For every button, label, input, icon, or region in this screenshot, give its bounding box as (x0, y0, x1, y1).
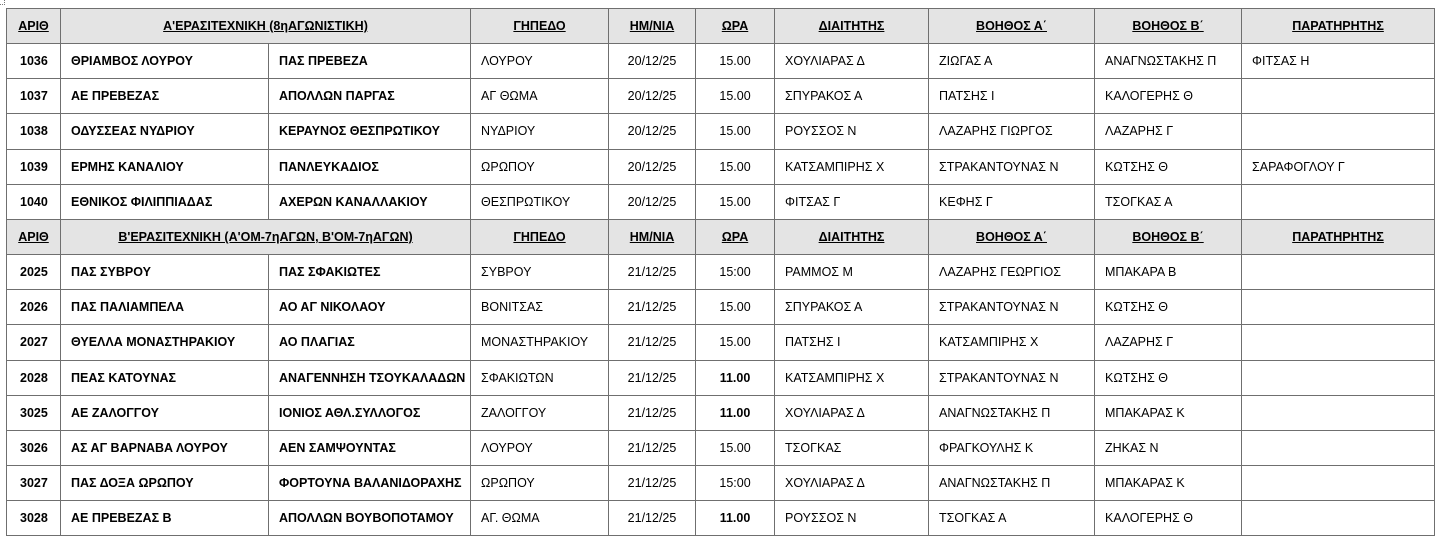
field-name: ΜΟΝΑΣΤΗΡΑΚΙΟΥ (471, 325, 609, 360)
home-team: ΠΕΑΣ ΚΑΤΟΥΝΑΣ (61, 360, 269, 395)
assistant-a-name: ΦΡΑΓΚΟΥΛΗΣ Κ (929, 430, 1095, 465)
assistant-a-name: ΣΤΡΑΚΑΝΤΟΥΝΑΣ Ν (929, 360, 1095, 395)
field-name: ΘΕΣΠΡΩΤΙΚΟΥ (471, 184, 609, 219)
field-name: ΛΟΥΡΟΥ (471, 44, 609, 79)
assistant-b-name: ΛΑΖΑΡΗΣ Γ (1095, 325, 1242, 360)
assistant-a-name: ΑΝΑΓΝΩΣΤΑΚΗΣ Π (929, 395, 1095, 430)
match-date: 20/12/25 (609, 149, 696, 184)
referee-name: ΣΠΥΡΑΚΟΣ Α (775, 290, 929, 325)
assistant-b-name: ΚΩΤΣΗΣ Θ (1095, 290, 1242, 325)
match-number: 1038 (7, 114, 61, 149)
match-time: 15.00 (696, 149, 775, 184)
observer-name (1242, 114, 1435, 149)
assistant-a-name: ΖΙΩΓΑΣ Α (929, 44, 1095, 79)
match-number: 2026 (7, 290, 61, 325)
away-team: ΠΑΣ ΣΦΑΚΙΩΤΕΣ (269, 254, 471, 289)
observer-name (1242, 501, 1435, 536)
assistant-b-name: ΜΠΑΚΑΡΑΣ Κ (1095, 395, 1242, 430)
header-number: ΑΡΙΘ (7, 9, 61, 44)
match-date: 21/12/25 (609, 290, 696, 325)
header-time: ΩΡΑ (696, 9, 775, 44)
match-number: 3028 (7, 501, 61, 536)
match-date: 21/12/25 (609, 360, 696, 395)
referee-name: ΧΟΥΛΙΑΡΑΣ Δ (775, 44, 929, 79)
header-date: ΗΜ/ΝΙΑ (609, 9, 696, 44)
match-row (7, 430, 1435, 465)
match-row (7, 290, 1435, 325)
header-assistant-b: ΒΟΗΘΟΣ Β΄ (1095, 9, 1242, 44)
match-date: 21/12/25 (609, 395, 696, 430)
home-team: ΑΕ ΠΡΕΒΕΖΑΣ (61, 79, 269, 114)
observer-name (1242, 325, 1435, 360)
match-time: 11.00 (696, 501, 775, 536)
header-field: ΓΗΠΕΔΟ (471, 9, 609, 44)
match-number: 3025 (7, 395, 61, 430)
section-header-row (7, 219, 1435, 254)
match-date: 21/12/25 (609, 501, 696, 536)
section-header-row (7, 9, 1435, 44)
referee-name: ΧΟΥΛΙΑΡΑΣ Δ (775, 395, 929, 430)
match-time: 15.00 (696, 325, 775, 360)
header-observer: ΠΑΡΑΤΗΡΗΤΗΣ (1242, 9, 1435, 44)
referee-name: ΧΟΥΛΙΑΡΑΣ Δ (775, 466, 929, 501)
home-team: ΠΑΣ ΣΥΒΡΟΥ (61, 254, 269, 289)
assistant-b-name: ΖΗΚΑΣ Ν (1095, 430, 1242, 465)
match-time: 15.00 (696, 44, 775, 79)
referee-name: ΡΟΥΣΣΟΣ Ν (775, 501, 929, 536)
match-row (7, 325, 1435, 360)
referee-name: ΡΟΥΣΣΟΣ Ν (775, 114, 929, 149)
observer-name (1242, 290, 1435, 325)
referee-name: ΠΑΤΣΗΣ Ι (775, 325, 929, 360)
home-team: ΕΡΜΗΣ ΚΑΝΑΛΙΟΥ (61, 149, 269, 184)
assistant-a-name: ΚΕΦΗΣ Γ (929, 184, 1095, 219)
match-date: 20/12/25 (609, 114, 696, 149)
field-name: ΛΟΥΡΟΥ (471, 430, 609, 465)
header-number: ΑΡΙΘ (7, 219, 61, 254)
match-date: 21/12/25 (609, 466, 696, 501)
match-time: 11.00 (696, 360, 775, 395)
referee-name: ΤΣΟΓΚΑΣ (775, 430, 929, 465)
header-referee: ΔΙΑΙΤΗΤΗΣ (775, 9, 929, 44)
header-division-title: Β'ΕΡΑΣΙΤΕΧΝΙΚΗ (Α'ΟΜ-7ηΑΓΩΝ, Β'ΟΜ-7ηΑΓΩΝ) (61, 219, 471, 254)
observer-name (1242, 79, 1435, 114)
match-date: 21/12/25 (609, 325, 696, 360)
referee-name: ΦΙΤΣΑΣ Γ (775, 184, 929, 219)
match-row (7, 114, 1435, 149)
field-name: ΑΓ. ΘΩΜΑ (471, 501, 609, 536)
match-row (7, 395, 1435, 430)
match-time: 15.00 (696, 290, 775, 325)
assistant-b-name: ΚΑΛΟΓΕΡΗΣ Θ (1095, 79, 1242, 114)
match-number: 3026 (7, 430, 61, 465)
home-team: ΕΘΝΙΚΟΣ ΦΙΛΙΠΠΙΑΔΑΣ (61, 184, 269, 219)
observer-name (1242, 360, 1435, 395)
observer-name: ΦΙΤΣΑΣ Η (1242, 44, 1435, 79)
match-row (7, 44, 1435, 79)
assistant-a-name: ΛΑΖΑΡΗΣ ΓΕΩΡΓΙΟΣ (929, 254, 1095, 289)
match-number: 1036 (7, 44, 61, 79)
header-referee: ΔΙΑΙΤΗΤΗΣ (775, 219, 929, 254)
home-team: ΘΥΕΛΛΑ ΜΟΝΑΣΤΗΡΑΚΙΟΥ (61, 325, 269, 360)
assistant-a-name: ΣΤΡΑΚΑΝΤΟΥΝΑΣ Ν (929, 149, 1095, 184)
match-time: 15.00 (696, 114, 775, 149)
away-team: ΦΟΡΤΟΥΝΑ ΒΑΛΑΝΙΔΟΡΑΧΗΣ (269, 466, 471, 501)
home-team: ΑΕ ΠΡΕΒΕΖΑΣ Β (61, 501, 269, 536)
field-name: ΖΑΛΟΓΓΟΥ (471, 395, 609, 430)
away-team: ΑΠΟΛΛΩΝ ΠΑΡΓΑΣ (269, 79, 471, 114)
match-row (7, 254, 1435, 289)
match-time: 15.00 (696, 79, 775, 114)
match-date: 20/12/25 (609, 184, 696, 219)
match-time: 15:00 (696, 254, 775, 289)
away-team: ΑΠΟΛΛΩΝ ΒΟΥΒΟΠΟΤΑΜΟΥ (269, 501, 471, 536)
field-name: ΩΡΩΠΟΥ (471, 149, 609, 184)
match-time: 15.00 (696, 430, 775, 465)
referee-assignments-table (6, 8, 1435, 536)
referee-name: ΣΠΥΡΑΚΟΣ Α (775, 79, 929, 114)
assistant-a-name: ΣΤΡΑΚΑΝΤΟΥΝΑΣ Ν (929, 290, 1095, 325)
match-time: 15.00 (696, 184, 775, 219)
home-team: ΠΑΣ ΠΑΛΙΑΜΠΕΛΑ (61, 290, 269, 325)
match-row (7, 501, 1435, 536)
away-team: ΑΧΕΡΩΝ ΚΑΝΑΛΛΑΚΙΟΥ (269, 184, 471, 219)
away-team: ΑΝΑΓΕΝΝΗΣΗ ΤΣΟΥΚΑΛΑΔΩΝ (269, 360, 471, 395)
match-number: 3027 (7, 466, 61, 501)
header-division-title: Α'ΕΡΑΣΙΤΕΧΝΙΚΗ (8ηΑΓΩΝΙΣΤΙΚΗ) (61, 9, 471, 44)
referee-name: ΡΑΜΜΟΣ Μ (775, 254, 929, 289)
match-date: 20/12/25 (609, 44, 696, 79)
match-row (7, 149, 1435, 184)
observer-name: ΣΑΡΑΦΟΓΛΟΥ Γ (1242, 149, 1435, 184)
field-name: ΣΥΒΡΟΥ (471, 254, 609, 289)
match-number: 2027 (7, 325, 61, 360)
field-name: ΣΦΑΚΙΩΤΩΝ (471, 360, 609, 395)
assistant-b-name: ΜΠΑΚΑΡΑΣ Κ (1095, 466, 1242, 501)
header-assistant-a: ΒΟΗΘΟΣ Α΄ (929, 219, 1095, 254)
match-number: 1039 (7, 149, 61, 184)
header-assistant-b: ΒΟΗΘΟΣ Β΄ (1095, 219, 1242, 254)
away-team: ΚΕΡΑΥΝΟΣ ΘΕΣΠΡΩΤΙΚΟΥ (269, 114, 471, 149)
home-team: ΘΡΙΑΜΒΟΣ ΛΟΥΡΟΥ (61, 44, 269, 79)
assistant-a-name: ΠΑΤΣΗΣ Ι (929, 79, 1095, 114)
observer-name (1242, 254, 1435, 289)
match-number: 2028 (7, 360, 61, 395)
match-date: 21/12/25 (609, 430, 696, 465)
away-team: ΑΟ ΠΛΑΓΙΑΣ (269, 325, 471, 360)
home-team: ΑΣ ΑΓ ΒΑΡΝΑΒΑ ΛΟΥΡΟΥ (61, 430, 269, 465)
assistant-a-name: ΑΝΑΓΝΩΣΤΑΚΗΣ Π (929, 466, 1095, 501)
home-team: ΠΑΣ ΔΟΞΑ ΩΡΩΠΟΥ (61, 466, 269, 501)
assistant-a-name: ΛΑΖΑΡΗΣ ΓΙΩΡΓΟΣ (929, 114, 1095, 149)
header-time: ΩΡΑ (696, 219, 775, 254)
assistant-b-name: ΤΣΟΓΚΑΣ Α (1095, 184, 1242, 219)
match-date: 21/12/25 (609, 254, 696, 289)
home-team: ΟΔΥΣΣΕΑΣ ΝΥΔΡΙΟΥ (61, 114, 269, 149)
assistant-b-name: ΑΝΑΓΝΩΣΤΑΚΗΣ Π (1095, 44, 1242, 79)
field-name: ΩΡΩΠΟΥ (471, 466, 609, 501)
away-team: ΑΟ ΑΓ ΝΙΚΟΛΑΟΥ (269, 290, 471, 325)
observer-name (1242, 184, 1435, 219)
assistant-a-name: ΤΣΟΓΚΑΣ Α (929, 501, 1095, 536)
field-name: ΝΥΔΡΙΟΥ (471, 114, 609, 149)
observer-name (1242, 395, 1435, 430)
match-row (7, 184, 1435, 219)
field-name: ΒΟΝΙΤΣΑΣ (471, 290, 609, 325)
match-time: 15:00 (696, 466, 775, 501)
assistant-b-name: ΛΑΖΑΡΗΣ Γ (1095, 114, 1242, 149)
header-field: ΓΗΠΕΔΟ (471, 219, 609, 254)
referee-name: ΚΑΤΣΑΜΠΙΡΗΣ Χ (775, 360, 929, 395)
home-team: ΑΕ ΖΑΛΟΓΓΟΥ (61, 395, 269, 430)
assistant-b-name: ΜΠΑΚΑΡΑ Β (1095, 254, 1242, 289)
match-row (7, 466, 1435, 501)
match-number: 1040 (7, 184, 61, 219)
header-date: ΗΜ/ΝΙΑ (609, 219, 696, 254)
assistant-a-name: ΚΑΤΣΑΜΠΙΡΗΣ Χ (929, 325, 1095, 360)
observer-name (1242, 430, 1435, 465)
match-number: 1037 (7, 79, 61, 114)
field-name: ΑΓ ΘΩΜΑ (471, 79, 609, 114)
header-assistant-a: ΒΟΗΘΟΣ Α΄ (929, 9, 1095, 44)
assistant-b-name: ΚΑΛΟΓΕΡΗΣ Θ (1095, 501, 1242, 536)
header-observer: ΠΑΡΑΤΗΡΗΤΗΣ (1242, 219, 1435, 254)
away-team: ΠΑΝΛΕΥΚΑΔΙΟΣ (269, 149, 471, 184)
observer-name (1242, 466, 1435, 501)
away-team: ΑΕΝ ΣΑΜΨΟΥΝΤΑΣ (269, 430, 471, 465)
assistant-b-name: ΚΩΤΣΗΣ Θ (1095, 360, 1242, 395)
match-time: 11.00 (696, 395, 775, 430)
match-number: 2025 (7, 254, 61, 289)
match-row (7, 360, 1435, 395)
match-row (7, 79, 1435, 114)
selection-corner (0, 0, 5, 5)
away-team: ΙΟΝΙΟΣ ΑΘΛ.ΣΥΛΛΟΓΟΣ (269, 395, 471, 430)
assistant-b-name: ΚΩΤΣΗΣ Θ (1095, 149, 1242, 184)
away-team: ΠΑΣ ΠΡΕΒΕΖΑ (269, 44, 471, 79)
match-date: 20/12/25 (609, 79, 696, 114)
referee-name: ΚΑΤΣΑΜΠΙΡΗΣ Χ (775, 149, 929, 184)
